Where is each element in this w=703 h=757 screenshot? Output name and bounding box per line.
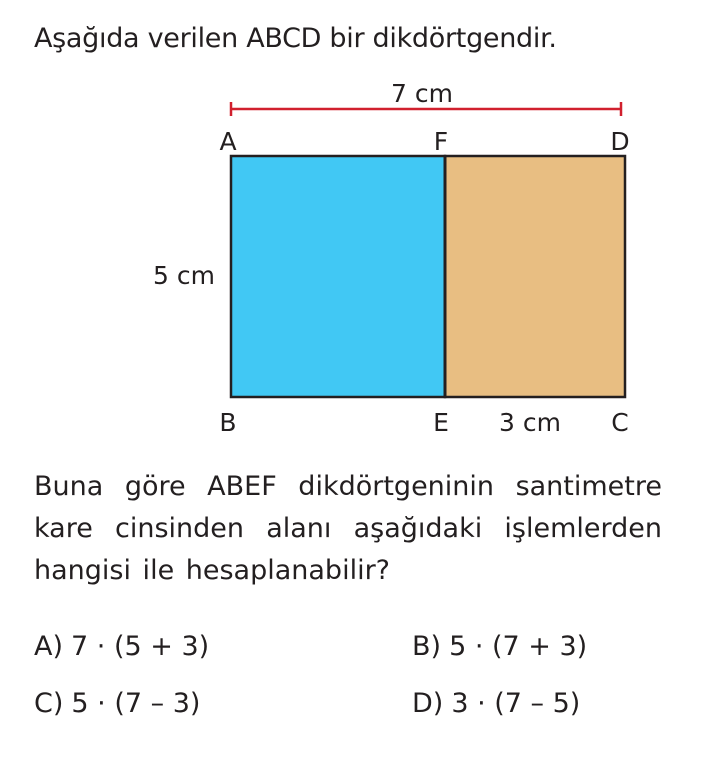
question-text: Buna göre ABEF dikdörtgeninin santimetre kare cinsinden alanı aşağıdaki işlemlerden hangisi ile hesaplanabilir? (34, 471, 662, 586)
option-b-text: 5 · (7 + 3) (449, 631, 588, 662)
option-c-key: C) (34, 688, 64, 719)
vertex-label-d: D (610, 127, 630, 156)
option-a-key: A) (34, 631, 64, 662)
left-length-label: 5 cm (153, 261, 215, 290)
option-d-key: D) (412, 688, 444, 719)
option-b-key: B) (412, 631, 442, 662)
option-a (34, 630, 209, 664)
option-d-text: 3 · (7 – 5) (451, 688, 581, 719)
vertex-label-b: B (219, 408, 237, 437)
option-a-text: 7 · (5 + 3) (71, 631, 210, 662)
option-d (412, 687, 580, 721)
bottom-segment-label: 3 cm (499, 408, 561, 437)
vertex-label-e: E (433, 408, 449, 437)
vertex-label-c: C (611, 408, 629, 437)
rectangle-fdce (445, 156, 625, 397)
rectangle-abef (231, 156, 445, 397)
option-c-text: 5 · (7 – 3) (71, 688, 201, 719)
top-length-label: 7 cm (391, 79, 453, 108)
vertex-label-a: A (219, 127, 237, 156)
option-c (34, 687, 200, 721)
intro-text: Aşağıda verilen ABCD bir dikdörtgendir. (34, 23, 557, 54)
vertex-label-f: F (433, 127, 449, 156)
option-b (412, 630, 587, 664)
